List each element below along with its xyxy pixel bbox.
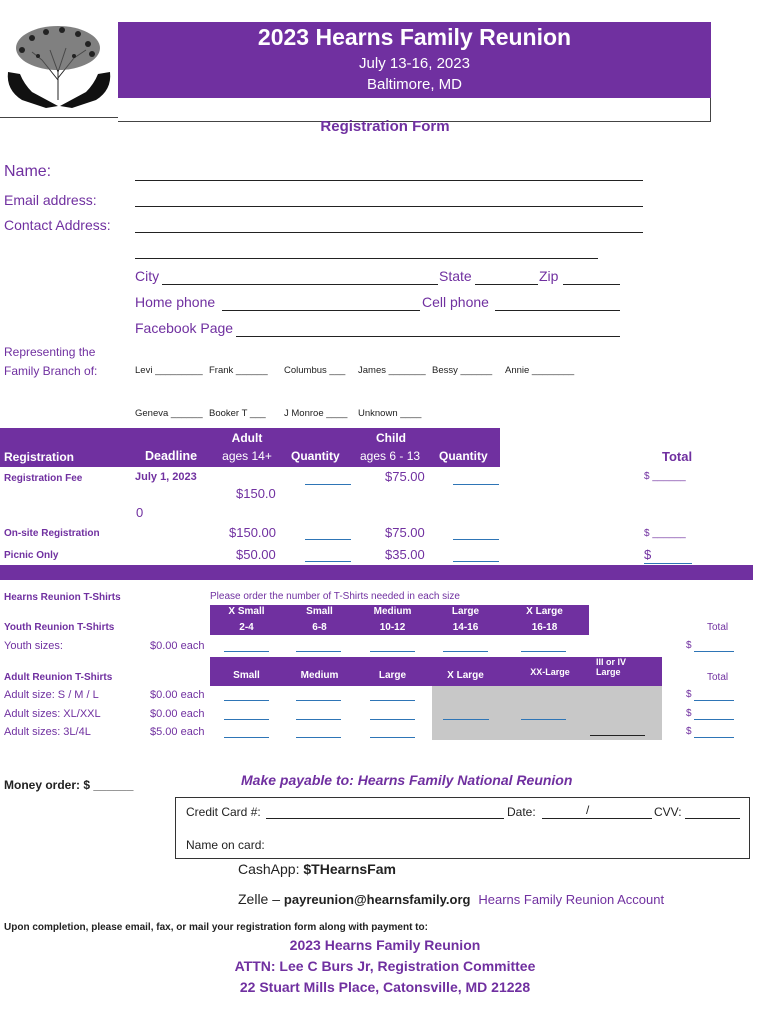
header-deadline: Deadline <box>145 449 198 463</box>
picnic-adult-qty[interactable] <box>305 561 351 562</box>
youth-sizes-label: Youth sizes: <box>4 640 63 652</box>
adult-tshirts-title: Adult Reunion T-Shirts <box>4 672 113 683</box>
cc-date-slash: / <box>586 803 590 817</box>
branch-james[interactable]: James _______ <box>358 365 426 376</box>
tshirts-section-title: Hearns Reunion T-Shirts <box>4 592 121 603</box>
contact-label: Contact Address: <box>4 217 111 233</box>
adult-row-3l-dollar: $ <box>686 726 692 737</box>
adult-row-xl-large-line <box>370 719 415 720</box>
branch-levi[interactable]: Levi _________ <box>135 365 203 376</box>
cc-date-input[interactable] <box>542 818 652 819</box>
adult-row-xl-price: $0.00 each <box>150 708 205 720</box>
facebook-label: Facebook Page <box>135 320 234 336</box>
registration-deadline: July 1, 2023 <box>135 471 197 483</box>
registration-child-price: $75.00 <box>385 469 425 484</box>
cvv-label: CVV: <box>654 805 682 819</box>
registration-adult-qty[interactable] <box>305 484 351 485</box>
registration-total[interactable]: $ ______ <box>644 471 686 482</box>
adult-qty-xlarge[interactable] <box>443 719 489 720</box>
header-adult: Adult <box>231 431 263 445</box>
picnic-child-price: $35.00 <box>385 547 425 562</box>
youth-size-small: Small <box>306 606 333 617</box>
address-input-2[interactable] <box>135 258 598 259</box>
zip-input[interactable] <box>563 284 620 285</box>
youth-size-xlarge-range: 16-18 <box>531 622 558 633</box>
tshirts-instruction: Please order the number of T-Shirts needed in each size <box>210 591 460 602</box>
footer-org: 2023 Hearns Family Reunion <box>289 937 481 953</box>
zelle-line <box>238 891 664 907</box>
youth-size-xsmall-range: 2-4 <box>239 622 254 633</box>
zelle-label: Zelle – <box>238 891 284 907</box>
adult-row-sml-total[interactable] <box>694 700 734 701</box>
branch-columbus[interactable]: Columbus ___ <box>284 365 346 376</box>
adult-row-sml-label: Adult size: S / M / L <box>4 689 99 701</box>
registration-adult-price: $150.0 <box>236 486 276 501</box>
branch-label <box>4 343 97 381</box>
adult-row-xl-medium-line <box>296 719 341 720</box>
row-registration-fee: Registration Fee <box>4 473 83 484</box>
youth-size-large: Large <box>451 606 480 617</box>
header-total: Total <box>662 449 693 464</box>
cc-date-label: Date: <box>507 805 536 819</box>
adult-row-3l-small-line <box>224 737 269 738</box>
youth-size-medium: Medium <box>373 606 412 617</box>
youth-qty-xsmall[interactable] <box>224 651 269 652</box>
branch-annie[interactable]: Annie ________ <box>505 365 575 376</box>
footer-attn: ATTN: Lee C Burs Jr, Registration Committee <box>234 958 536 974</box>
header-child-ages: ages 6 - 13 <box>360 449 421 463</box>
email-input[interactable] <box>135 206 643 207</box>
name-input[interactable] <box>135 180 643 181</box>
adult-row-xl-small-line <box>224 719 269 720</box>
youth-size-medium-range: 10-12 <box>379 622 406 633</box>
home-phone-input[interactable] <box>222 310 420 311</box>
branch-j-monroe[interactable]: J Monroe ____ <box>284 408 348 419</box>
footer-instruction: Upon completion, please email, fax, or mail your registration form along with payment to: <box>4 922 428 933</box>
cvv-input[interactable] <box>685 818 740 819</box>
header-registration: Registration <box>4 450 75 464</box>
youth-tshirts-title: Youth Reunion T-Shirts <box>4 622 115 633</box>
section-divider-bar <box>0 565 753 580</box>
cell-phone-input[interactable] <box>495 310 620 311</box>
header-adult-ages: ages 14+ <box>222 449 272 463</box>
branch-frank[interactable]: Frank ______ <box>209 365 268 376</box>
youth-qty-xlarge[interactable] <box>521 651 566 652</box>
adult-row-3l-total[interactable] <box>694 737 734 738</box>
zip-label: Zip <box>539 268 559 284</box>
youth-total-input[interactable] <box>694 651 734 652</box>
event-banner <box>118 22 711 98</box>
adult-size-small: Small <box>233 670 260 681</box>
family-tree-logo <box>2 20 116 115</box>
branch-booker-t[interactable]: Booker T ___ <box>209 408 266 419</box>
event-dates: July 13-16, 2023 <box>359 55 470 72</box>
branch-geneva[interactable]: Geneva ______ <box>135 408 203 419</box>
event-title: 2023 Hearns Family Reunion <box>257 24 572 50</box>
header-child: Child <box>376 431 406 445</box>
adult-size-xlarge: X Large <box>447 670 484 681</box>
zelle-account: Hearns Family Reunion Account <box>478 892 665 907</box>
youth-qty-small[interactable] <box>296 651 341 652</box>
branch-label-line2: Family Branch of: <box>4 364 98 378</box>
city-input[interactable] <box>162 284 438 285</box>
cashapp-label: CashApp: <box>238 861 304 877</box>
adult-row-3l-price: $5.00 each <box>150 726 205 738</box>
youth-size-small-range: 6-8 <box>312 622 327 633</box>
cashapp-line <box>238 861 396 877</box>
adult-row-xl-label: Adult sizes: XL/XXL <box>4 708 101 720</box>
adult-row-3l-large-line <box>370 737 415 738</box>
youth-total-label: Total <box>707 622 729 633</box>
youth-size-xsmall: X Small <box>228 606 265 617</box>
state-label: State <box>439 268 472 284</box>
home-phone-label: Home phone <box>135 294 216 310</box>
adult-row-xl-total[interactable] <box>694 719 734 720</box>
email-label: Email address: <box>4 192 97 208</box>
adult-size-medium: Medium <box>300 670 339 681</box>
onsite-adult-qty[interactable] <box>305 539 351 540</box>
state-input[interactable] <box>475 284 538 285</box>
picnic-adult-price: $50.00 <box>236 547 276 562</box>
youth-size-xlarge: X Large <box>526 606 563 617</box>
onsite-total[interactable]: $ ______ <box>644 528 686 539</box>
registration-adult-price-extra: 0 <box>136 505 144 520</box>
adult-row-3l-label: Adult sizes: 3L/4L <box>4 726 91 738</box>
name-label: Name: <box>4 163 52 180</box>
adult-qty-small[interactable] <box>224 700 269 701</box>
unavailable-sizes-area <box>432 686 662 740</box>
adult-size-large: Large <box>378 670 407 681</box>
adult-size-header <box>210 657 662 686</box>
youth-qty-medium[interactable] <box>370 651 415 652</box>
credit-card-input[interactable] <box>266 818 504 819</box>
youth-size-large-range: 14-16 <box>452 622 479 633</box>
registration-header <box>0 428 500 467</box>
adult-row-3l-medium-line <box>296 737 341 738</box>
adult-qty-xxlarge[interactable] <box>521 719 566 720</box>
header-quantity: Quantity <box>291 449 340 463</box>
make-payable-note: Make payable to: Hearns Family National Reunion <box>241 772 573 788</box>
adult-row-xl-dollar: $ <box>686 708 692 719</box>
event-location: Baltimore, MD <box>366 76 463 93</box>
branch-label-line1: Representing the <box>4 345 96 359</box>
adult-size-xxlarge: XX-Large <box>530 667 570 677</box>
row-onsite-registration: On-site Registration <box>4 528 100 539</box>
onsite-adult-price: $150.00 <box>229 525 276 540</box>
header-divider <box>0 117 118 118</box>
adult-qty-3l-4l[interactable] <box>590 735 645 736</box>
credit-card-label: Credit Card #: <box>186 805 261 819</box>
onsite-child-qty[interactable] <box>453 539 499 540</box>
adult-row-sml-price: $0.00 each <box>150 689 205 701</box>
city-label: City <box>135 268 160 284</box>
youth-size-header <box>210 605 589 635</box>
onsite-child-price: $75.00 <box>385 525 425 540</box>
header-quantity-2: Quantity <box>439 449 488 463</box>
money-order-field[interactable]: Money order: $ ______ <box>4 778 134 792</box>
facebook-input[interactable] <box>236 336 620 337</box>
row-picnic-only: Picnic Only <box>4 550 59 561</box>
adult-size-3l-4l: III or IV Large <box>596 657 627 677</box>
picnic-total-line <box>644 563 692 564</box>
adult-qty-medium[interactable] <box>296 700 341 701</box>
footer-address: 22 Stuart Mills Place, Catonsville, MD 21228 <box>239 979 531 995</box>
branch-bessy[interactable]: Bessy ______ <box>432 365 493 376</box>
zelle-email: payreunion@hearnsfamily.org <box>283 892 471 907</box>
form-title: Registration Form <box>320 118 450 135</box>
picnic-child-qty[interactable] <box>453 561 499 562</box>
branch-unknown[interactable]: Unknown ____ <box>358 408 422 419</box>
cell-phone-label: Cell phone <box>422 294 489 310</box>
adult-total-label: Total <box>707 672 729 683</box>
adult-row-sml-dollar: $ <box>686 689 692 700</box>
cashapp-value: $THearnsFam <box>303 861 396 877</box>
picnic-total[interactable]: $ <box>644 547 652 562</box>
youth-qty-large[interactable] <box>443 651 488 652</box>
adult-qty-large[interactable] <box>370 700 415 701</box>
registration-child-qty[interactable] <box>453 484 499 485</box>
youth-price: $0.00 each <box>150 640 205 652</box>
address-input-1[interactable] <box>135 232 643 233</box>
youth-total-dollar: $ <box>686 640 692 651</box>
name-on-card-label: Name on card: <box>186 838 265 852</box>
